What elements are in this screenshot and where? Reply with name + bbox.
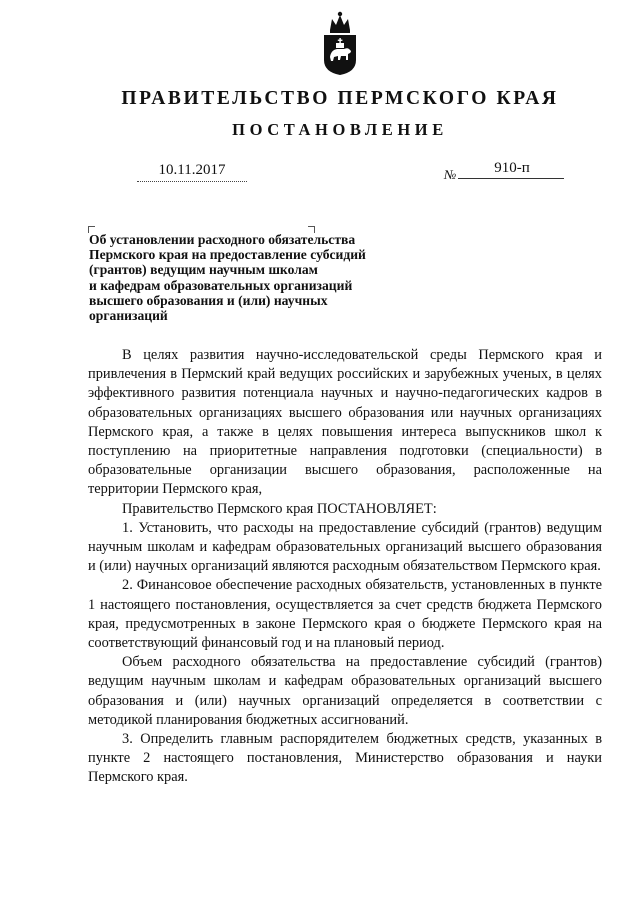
- subject-line: Об установлении расходного обязательства: [89, 232, 356, 247]
- body-paragraph-item-2: 2. Финансовое обеспечение расходных обязательств, установленных в пункте 1 настоящего постановления, осуществляется за счет средств бюджета Пермского края, предусмотренных в законе Пермского края о бюджете Пермского края на соответствующий финансовый год и на плановый период.: [88, 577, 602, 652]
- subject-line: и кафедрам образовательных организаций: [89, 277, 353, 293]
- subject-line: (грантов) ведущим научным школам: [89, 262, 318, 278]
- number-underline: [458, 178, 564, 179]
- body-paragraph-preamble: В целях развития научно-исследовательской среды Пермского края и привлечения в Пермский край ведущих российских и зарубежных ученых, в целях эффективного развития потенциала научных и научно-педагогических кадров в образовательных организациях высшего образования или научных организациях Пермского края, а также в целях повышения интереса выпускников школ к поступлению на приоритетные направления подготовки (специальности) в образовательные организации высшего образования, расположенные на территории Пермского края,: [88, 347, 602, 498]
- subject-line: высшего образования и (или) научных: [89, 292, 328, 308]
- subject-line: организаций: [89, 308, 168, 324]
- document-type: ПОСТАНОВЛЕНИЕ: [232, 120, 448, 139]
- date-underline: [137, 181, 247, 182]
- subject-line: Пермского края на предоставление субсидий: [89, 247, 366, 263]
- number-sign: №: [444, 167, 457, 182]
- body-paragraph-item-3: 3. Определить главным распорядителем бюджетных средств, указанных в пункте 2 настоящего постановления, Министерство образования и науки Пермского края.: [88, 731, 602, 786]
- document-date: 10.11.2017: [158, 162, 226, 178]
- body-paragraph-resolution: Правительство Пермского края ПОСТАНОВЛЯЕТ:: [122, 500, 437, 517]
- body-paragraph-item-1: 1. Установить, что расходы на предоставление субсидий (грантов) ведущим научным школам и кафедрам образовательных организаций высшего образования и (или) научных организаций являются расходным обязательством Пермского края.: [88, 519, 602, 575]
- document-subject: [89, 232, 419, 323]
- coat-of-arms-icon: [321, 10, 359, 76]
- organization-title: ПРАВИТЕЛЬСТВО ПЕРМСКОГО КРАЯ: [121, 88, 559, 109]
- document-number: 910-п: [494, 160, 530, 176]
- body-paragraph-item-2-volume: Объем расходного обязательства на предоставление субсидий (грантов) ведущим научным школам и кафедрам образовательных организаций высшего образования и (или) научных организаций определяется в соответствии с методикой планирования бюджетных ассигнований.: [88, 654, 602, 728]
- document-body: [88, 346, 602, 788]
